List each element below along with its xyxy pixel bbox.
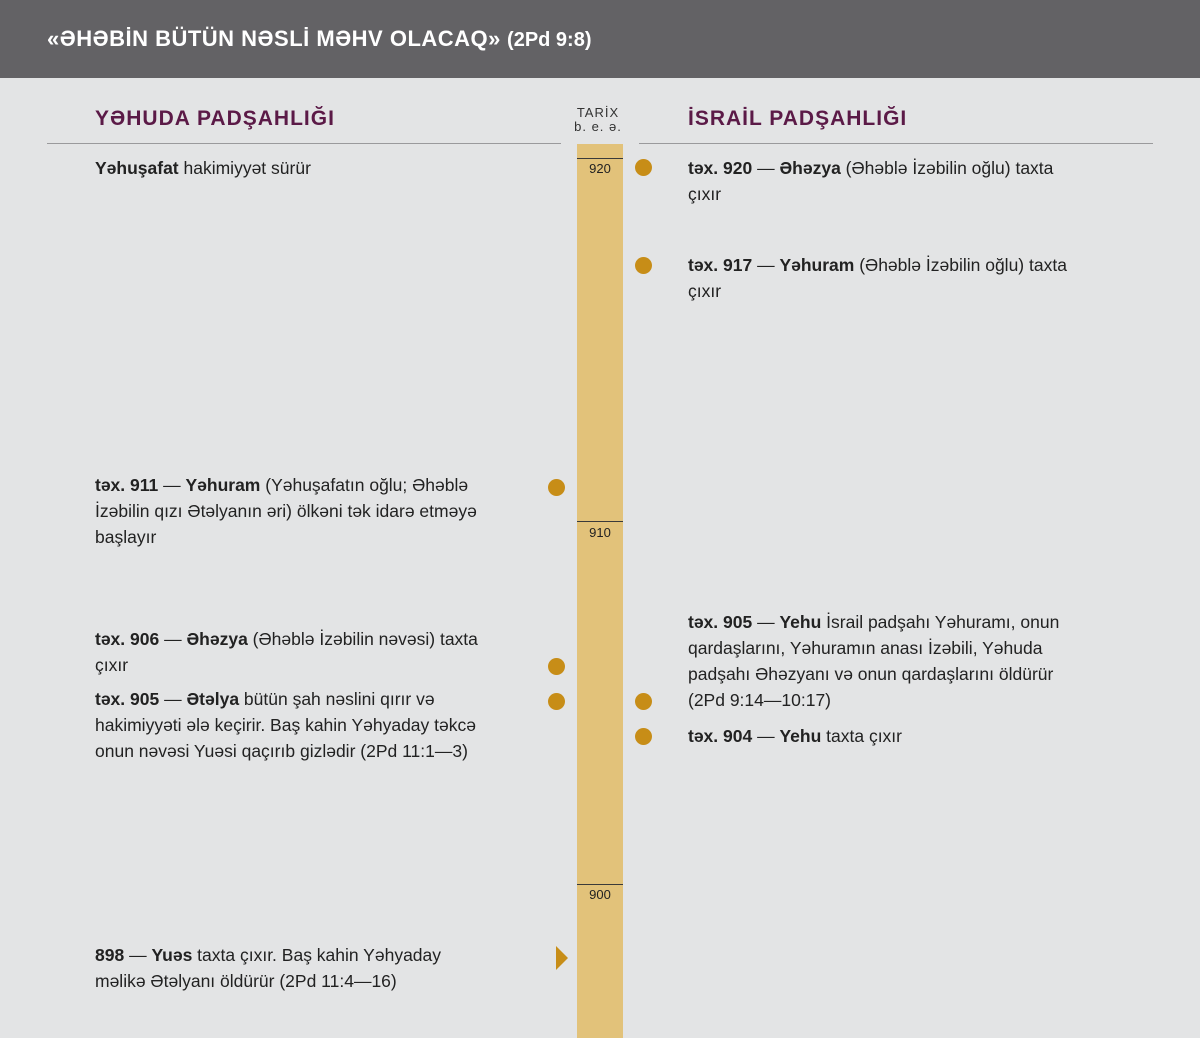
event-name: Yuəs: [151, 945, 193, 965]
banner-text: [47, 26, 592, 52]
judah-event: [95, 686, 515, 764]
event-marker-dot: [635, 257, 652, 274]
event-date: təx. 905: [95, 689, 160, 709]
event-dash: —: [124, 945, 152, 965]
timeline-tick: [577, 521, 623, 522]
event-date: təx. 911: [95, 475, 159, 495]
timeline-tick: [577, 884, 623, 885]
judah-heading: YƏHUDA PADŞAHLIĞI: [95, 107, 335, 130]
timeline-bar: [577, 144, 623, 1038]
timeline-tick-label: 900: [589, 887, 611, 902]
timeline-heading-label: TARİX: [576, 105, 620, 120]
title-banner: [0, 0, 1200, 78]
event-text: bütün şah nəslini qırır və hakimiyyəti ələ keçirir. Baş kahin Yəhyaday təkcə onun nəvəsi Yuəsi qaçırıb gizlədir (2Pd 11:1—3): [95, 689, 476, 761]
banner-title: «ƏHƏBİN BÜTÜN NƏSLİ MƏHV OLACAQ»: [47, 26, 501, 51]
israel-heading-rule: [639, 143, 1153, 144]
event-dash: —: [159, 629, 187, 649]
event-text: (Yəhuşafatın oğlu; Əhəblə İzəbilin qızı Ətəlyanın əri) ölkəni tək idarə etməyə başlayır: [95, 475, 477, 547]
israel-event: [688, 609, 1083, 713]
timeline-heading-era: b. e. ə.: [574, 119, 622, 134]
event-marker-dot: [635, 693, 652, 710]
israel-heading: İSRAİL PADŞAHLIĞI: [688, 107, 908, 130]
event-name: Ətəlya: [186, 689, 240, 709]
judah-event: [95, 942, 495, 994]
event-date: təx. 904: [688, 726, 753, 746]
event-marker-dot: [635, 159, 652, 176]
event-dash: —: [752, 612, 780, 632]
event-name: Yehu: [779, 726, 822, 746]
israel-event: [688, 723, 1108, 749]
event-dash: —: [159, 689, 187, 709]
event-name: Yəhuram: [185, 475, 261, 495]
event-name: Əhəzya: [779, 158, 841, 178]
event-text: (Əhəblə İzəbilin oğlu) taxta çıxır: [688, 158, 1054, 204]
event-text: taxta çıxır: [821, 726, 902, 746]
timeline-tick-label: 910: [589, 525, 611, 540]
event-date: təx. 920: [688, 158, 753, 178]
event-text: İsrail padşahı Yəhuramı, onun qardaşlarını, Yəhuramın anası İzəbili, Yəhuda padşahı Əhəzyanı və onun qardaşlarını öldürür (2Pd 9:14—10:17): [688, 612, 1060, 710]
event-text: (Əhəblə İzəbilin oğlu) taxta çıxır: [688, 255, 1067, 301]
event-date: təx. 905: [688, 612, 753, 632]
event-name: Əhəzya: [186, 629, 248, 649]
event-dash: —: [158, 475, 186, 495]
event-date: 898: [95, 945, 125, 965]
event-marker-dot: [548, 693, 565, 710]
timeline-tick-label: 920: [589, 161, 611, 176]
judah-event: [95, 626, 495, 678]
judah-event: [95, 472, 515, 550]
event-text: taxta çıxır. Baş kahin Yəhyaday məlikə Ətəlyanı öldürür (2Pd 11:4—16): [95, 945, 442, 991]
event-dash: —: [752, 255, 780, 275]
event-marker-dot: [548, 658, 565, 675]
event-marker-dot: [635, 728, 652, 745]
event-name: Yəhuram: [779, 255, 855, 275]
timeline-tick: [577, 158, 623, 159]
judah-heading-rule: [47, 143, 561, 144]
israel-event: [688, 252, 1088, 304]
event-date: təx. 917: [688, 255, 753, 275]
event-marker-dot: [548, 479, 565, 496]
judah-event: [95, 155, 535, 181]
timeline-heading: [566, 106, 630, 134]
israel-event: [688, 155, 1088, 207]
event-name: Yəhuşafat: [95, 158, 179, 178]
event-name: Yehu: [779, 612, 822, 632]
event-text: hakimiyyət sürür: [178, 158, 311, 178]
event-date: təx. 906: [95, 629, 160, 649]
event-text: (Əhəblə İzəbilin nəvəsi) taxta çıxır: [95, 629, 478, 675]
banner-reference: (2Pd 9:8): [507, 29, 592, 51]
event-marker-arrow: [556, 946, 568, 970]
event-dash: —: [752, 158, 780, 178]
event-dash: —: [752, 726, 780, 746]
